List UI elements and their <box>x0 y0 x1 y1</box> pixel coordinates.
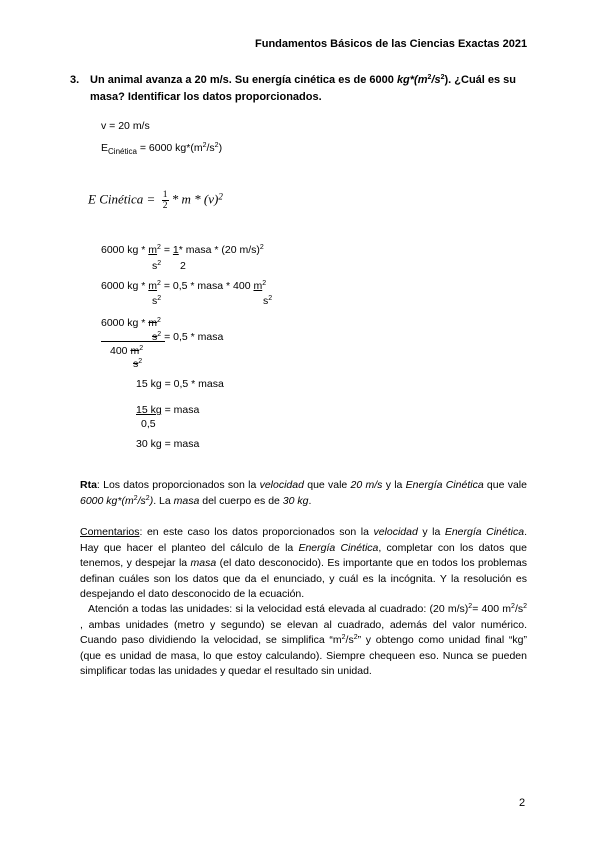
header-title: Fundamentos Básicos de las Ciencias Exactas 2021 <box>255 38 528 50</box>
comments-paragraph-2: Atención a todas las unidades: si la velocidad está elevada al cuadrado: (20 m/s)$^2$= 400 $m^2/s^2$ , ambas unidades (metro y segundo) se elevan al cuadrado, además del valor numérico. Cuando paso dividiendo la velocidad, se simplifica “$m^2/s^2$” y obtengo como unidad final “kg” (que es unidad de masa, lo que estoy calculando). Siempre chequeen eso. Nunca se pueden simplificar todas las unidades y quedar el resultado sin unidad. <box>80 603 528 677</box>
step-1-denominator-s2: $s^2$ <box>152 260 162 272</box>
step-1: 6000 kg * $m^2 = 1*$ masa * (20 m/s)$^2$ <box>101 244 264 256</box>
step-3-numerator: 6000 kg * $m^2$ <box>101 317 161 329</box>
step-4: 15 kg = 0,5 * masa <box>136 378 224 390</box>
step-3-denominator-s2: $s^2$ <box>133 358 143 370</box>
step-6: 30 kg = masa <box>136 438 200 450</box>
step-5-denominator: 0,5 <box>141 418 156 430</box>
step-5: 15 kg = masa <box>136 404 200 416</box>
step-2-denominator-a: $s^2$ <box>152 295 162 307</box>
answer-paragraph: Rta: Los datos proporcionados son la velocidad que vale 20 m/s y la Energía Cinética que vale 6000 $kg*(m^2/s^2)$. La masa del cuerpo es de 30 kg. <box>80 479 527 507</box>
step-3-s2-cancel: $s^2 = 0,5$ * masa <box>152 331 224 343</box>
page-number: 2 <box>519 797 526 809</box>
question-text-line2: masa? Identificar los datos proporcionados. <box>90 91 322 103</box>
step-2: 6000 kg * $m^2 = 0,5$ * masa * 400 $m^2$ <box>101 280 267 292</box>
step-3-denominator: 400 $m^2$ <box>110 345 144 357</box>
step-1-denominator-2: 2 <box>180 260 186 272</box>
question-number: 3. <box>70 74 80 86</box>
question-text: Un animal avanza a 20 m/s. Su energía cinética es de 6000 $kg*(m^2/s^2)$. ¿Cuál es su <box>90 74 517 86</box>
step-2-denominator-b: $s^2$ <box>263 295 273 307</box>
comments-paragraph-1: Comentarios: en este caso los datos proporcionados son la velocidad y la Energía Cinética. Hay que hacer el planteo del cálculo de la Energía Cinética, completar con los datos que tenemos, y despejar la masa (el dato desconocido). Es importante que en todos los problemas definan cuáles son los datos que da el enunciado, y cuál es la incógnita. Y la resolución es despejando el dato desconocido de la ecuación. <box>80 526 528 600</box>
given-velocity: v = 20 m/s <box>101 120 150 132</box>
given-energy: $E_{Cinética} = 6000$ $kg*(m^2/s^2)$ <box>101 142 223 157</box>
kinetic-energy-formula: E Cinética = $\frac{1}{2}$ * m * $(v)^2$ <box>88 190 223 211</box>
